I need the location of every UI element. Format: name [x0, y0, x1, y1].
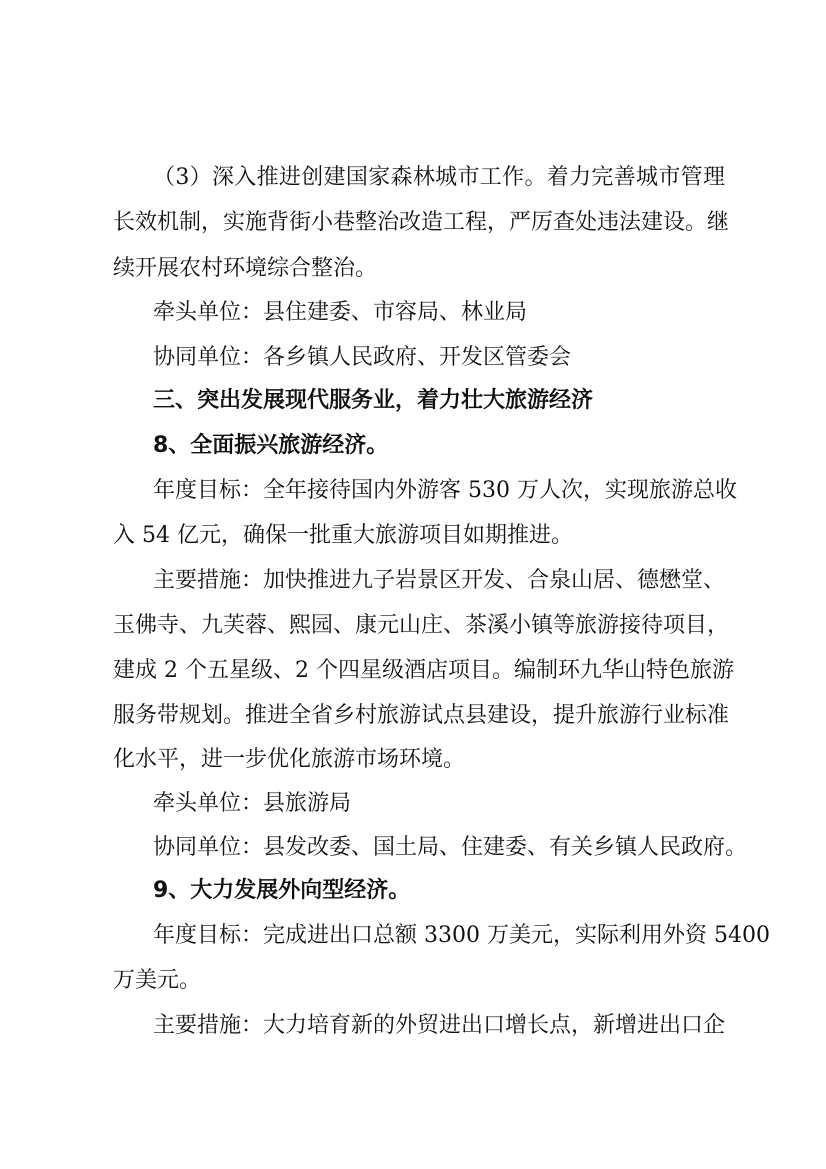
item-heading: 9、大力发展外向型经济。: [153, 878, 411, 903]
paragraph-line: 年度目标：完成进出口总额 3300 万美元，实际利用外资 5400: [153, 923, 770, 948]
item-heading: 8、全面振兴旅游经济。: [153, 433, 389, 458]
section-heading: 三、突出发展现代服务业，着力壮大旅游经济: [153, 388, 594, 413]
lead-unit-line: 牵头单位：县住建委、市容局、林业局: [153, 300, 528, 325]
cooperating-unit-line: 协同单位：县发改委、国土局、住建委、有关乡镇人民政府。: [153, 835, 748, 860]
lead-unit-line: 牵头单位：县旅游局: [153, 791, 352, 816]
paragraph-line: 服务带规划。推进全省乡村旅游试点县建设，提升旅游行业标准: [113, 703, 730, 728]
cooperating-unit-line: 协同单位：各乡镇人民政府、开发区管委会: [153, 345, 572, 370]
paragraph-line: 万美元。: [113, 968, 202, 993]
paragraph-line: 续开展农村环境综合整治。: [113, 256, 378, 281]
paragraph-line: 入 54 亿元，确保一批重大旅游项目如期推进。: [113, 523, 573, 548]
paragraph-line: 玉佛寺、九芙蓉、熙园、康元山庄、茶溪小镇等旅游接待项目，: [113, 613, 730, 638]
paragraph-line: 主要措施：加快推进九子岩景区开发、合泉山居、德懋堂、: [153, 568, 726, 593]
paragraph-line: 年度目标：全年接待国内外游客 530 万人次，实现旅游总收: [153, 478, 737, 503]
paragraph-line: 建成 2 个五星级、2 个四星级酒店项目。编制环九华山特色旅游: [113, 658, 734, 683]
paragraph-line: （3）深入推进创建国家森林城市工作。着力完善城市管理: [153, 165, 725, 190]
paragraph-line: 长效机制，实施背街小巷整治改造工程，严厉查处违法建设。继: [113, 210, 730, 235]
paragraph-line: 化水平，进一步优化旅游市场环境。: [113, 747, 466, 772]
paragraph-line: 主要措施：大力培育新的外贸进出口增长点，新增进出口企: [153, 1013, 726, 1038]
